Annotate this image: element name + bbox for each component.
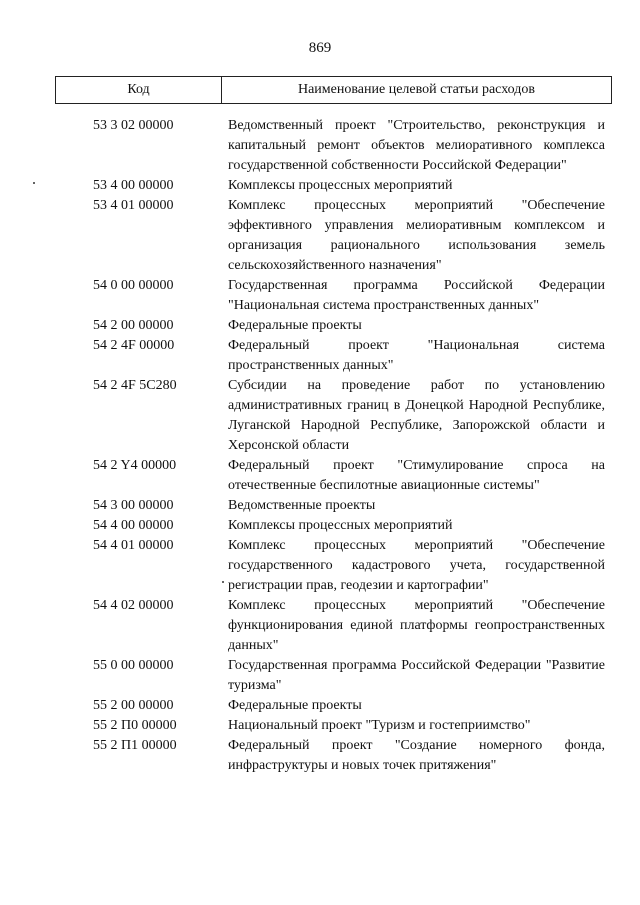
- row-code: 55 2 П1 00000: [93, 738, 177, 753]
- row-name: Ведомственный проект "Строительство, реконструкция и капитальный ремонт объектов мелиоративного комплекса государственной собственности Российской Федерации": [228, 118, 605, 173]
- row-code: 54 3 00 00000: [93, 498, 174, 513]
- table-row: [93, 596, 605, 656]
- table-row: [93, 496, 605, 516]
- row-code: 54 4 02 00000: [93, 598, 174, 613]
- row-name: Комплекс процессных мероприятий "Обеспечение функционирования единой платформы геопространственных данных": [228, 598, 605, 653]
- row-code: 54 2 4F 00000: [93, 338, 175, 353]
- row-code: 55 0 00 00000: [93, 658, 174, 673]
- row-name: Комплекс процессных мероприятий "Обеспечение эффективного управления мелиоративным комплексом и организация рационального использования земель сельскохозяйственного назначения": [228, 198, 605, 273]
- table-row: [93, 536, 605, 596]
- table-row: [93, 316, 605, 336]
- table-row: [93, 516, 605, 536]
- row-code: 54 0 00 00000: [93, 278, 174, 293]
- row-name: Субсидии на проведение работ по установлению административных границ в Донецкой Народной Республике, Луганской Народной Республике, Запорожской области и Херсонской области: [228, 378, 605, 453]
- table-row: [93, 376, 605, 456]
- table-row: [93, 736, 605, 776]
- table-row: [93, 116, 605, 176]
- row-code: 54 2 00 00000: [93, 318, 174, 333]
- table-body: [93, 116, 605, 776]
- row-code: 55 2 00 00000: [93, 698, 174, 713]
- row-code: 54 4 01 00000: [93, 538, 174, 553]
- table-row: [93, 276, 605, 316]
- header-name: Наименование целевой статьи расходов: [297, 82, 536, 97]
- scan-speck: [33, 182, 35, 184]
- row-code: 53 4 01 00000: [93, 198, 174, 213]
- header-code: Код: [56, 77, 222, 103]
- row-name: Комплекс процессных мероприятий "Обеспечение государственного кадастрового учета, государственной регистрации прав, геодезии и картографии": [228, 538, 605, 593]
- row-code: 54 2 4F 5C280: [93, 378, 177, 393]
- row-name: Федеральный проект "Национальная система пространственных данных": [228, 338, 605, 373]
- row-name: Федеральные проекты: [228, 698, 362, 713]
- row-code: 54 2 Y4 00000: [93, 458, 177, 473]
- row-code: 54 4 00 00000: [93, 518, 174, 533]
- table-row: [93, 716, 605, 736]
- row-name: Федеральные проекты: [228, 318, 362, 333]
- row-code: 53 3 02 00000: [93, 118, 174, 133]
- table-row: [93, 196, 605, 276]
- table-row: [93, 456, 605, 496]
- row-name: Комплексы процессных мероприятий: [228, 178, 453, 193]
- row-name: Государственная программа Российской Федерации "Национальная система пространственных данных": [228, 278, 605, 313]
- row-name: Федеральный проект "Стимулирование спроса на отечественные беспилотные авиационные системы": [228, 458, 605, 493]
- row-code: 55 2 П0 00000: [93, 718, 177, 733]
- table-header: [55, 76, 612, 104]
- table-row: [93, 336, 605, 376]
- page-number: 869: [308, 40, 332, 56]
- table-row: [93, 696, 605, 716]
- row-name: Национальный проект "Туризм и гостеприимство": [228, 718, 531, 733]
- table-row: [93, 656, 605, 696]
- table-row: [93, 176, 605, 196]
- row-name: Федеральный проект "Создание номерного фонда, инфраструктуры и новых точек притяжения": [228, 738, 605, 773]
- row-code: 53 4 00 00000: [93, 178, 174, 193]
- row-name: Комплексы процессных мероприятий: [228, 518, 453, 533]
- row-name: Государственная программа Российской Федерации "Развитие туризма": [228, 658, 605, 693]
- scan-speck: [222, 581, 224, 583]
- row-name: Ведомственные проекты: [228, 498, 376, 513]
